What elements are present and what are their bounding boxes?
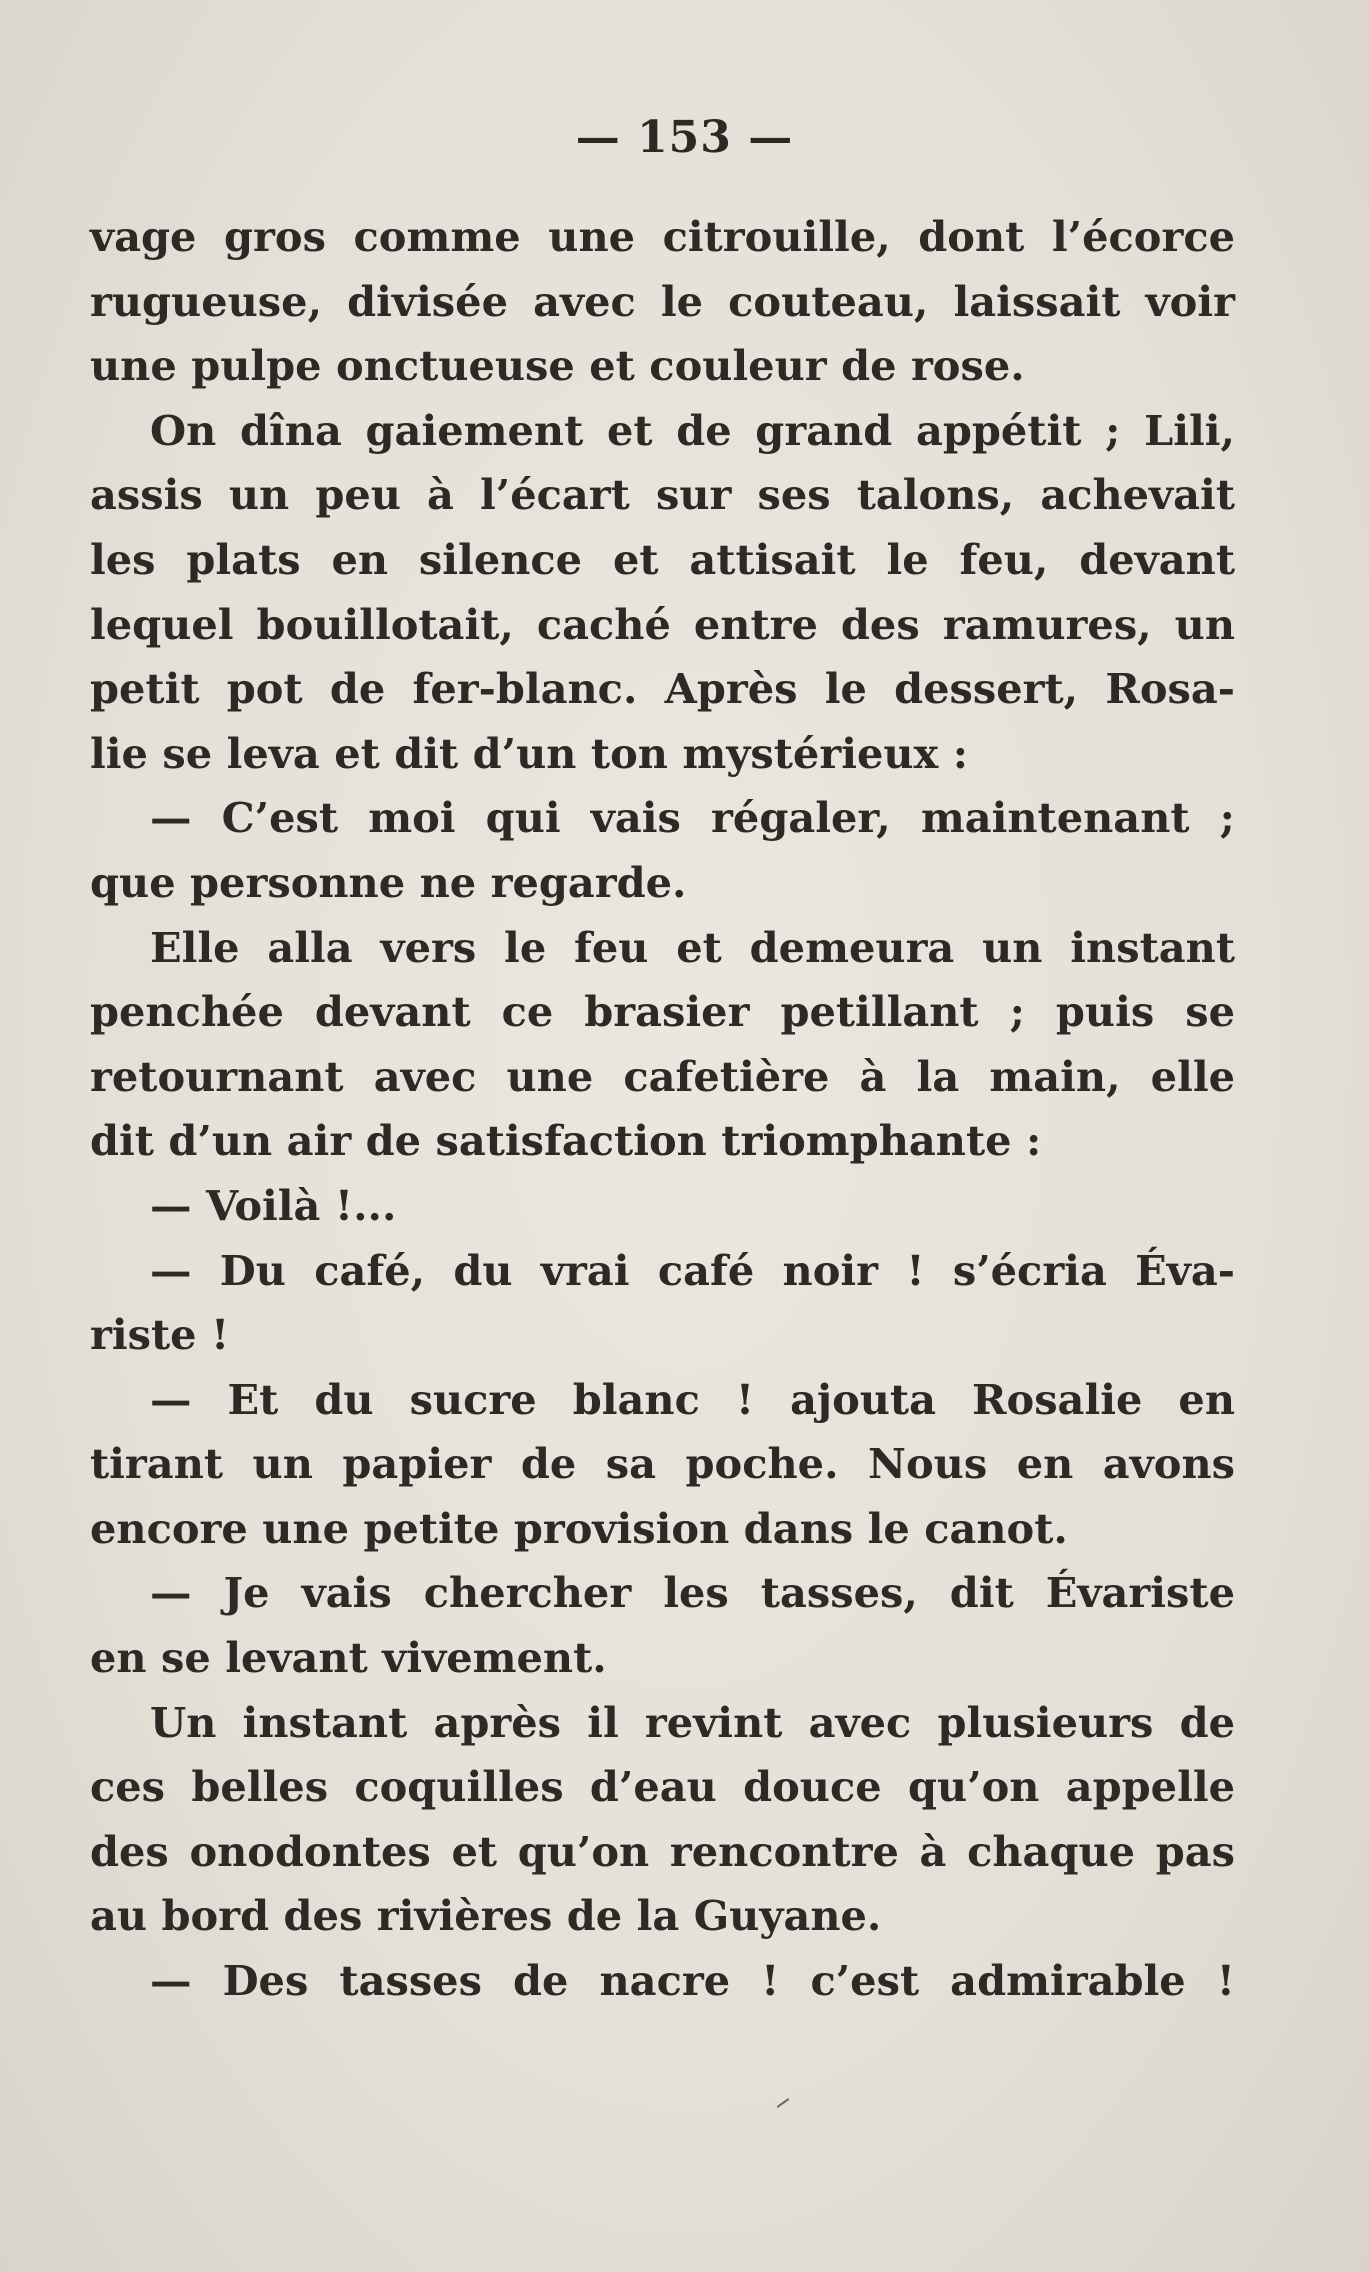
text-line: riste ! — [90, 1310, 230, 1360]
text-line: penchée devant ce brasier petillant ; puis se — [90, 987, 1235, 1037]
page-number: — 153 — — [575, 112, 794, 163]
text-line: ces belles coquilles d’eau douce qu’on appelle — [90, 1762, 1235, 1812]
text-line: — Des tasses de nacre ! c’est admirable ! — [150, 1956, 1235, 2006]
text-line: — Je vais chercher les tasses, dit Évariste — [150, 1568, 1235, 1618]
text-line: lie se leva et dit d’un ton mystérieux : — [90, 728, 969, 778]
text-line: lequel bouillotait, caché entre des ramures, un — [90, 599, 1235, 649]
text-line: rugueuse, divisée avec le couteau, laissait voir — [90, 276, 1235, 326]
text-line: retournant avec une cafetière à la main, elle — [90, 1051, 1235, 1101]
text-line: dit d’un air de satisfaction triomphante : — [90, 1116, 1042, 1166]
text-line: — Voilà !... — [150, 1180, 397, 1230]
page-text — [90, 205, 1235, 2014]
ink-speck — [777, 2098, 790, 2108]
text-line: encore une petite provision dans le canot. — [90, 1503, 1068, 1553]
text-line: une pulpe onctueuse et couleur de rose. — [90, 341, 1025, 391]
text-line: Un instant après il revint avec plusieurs de — [150, 1697, 1235, 1747]
text-line: Elle alla vers le feu et demeura un instant — [150, 922, 1235, 972]
text-line: On dîna gaiement et de grand appétit ; Lili, — [150, 405, 1235, 455]
text-line: vage gros comme une citrouille, dont l’écorce — [90, 212, 1235, 261]
text-line: — C’est moi qui vais régaler, maintenant ; — [150, 793, 1235, 843]
text-line: petit pot de fer-blanc. Après le dessert, Rosa- — [90, 664, 1235, 714]
text-line: au bord des rivières de la Guyane. — [90, 1891, 882, 1941]
text-line: les plats en silence et attisait le feu, devant — [90, 534, 1235, 584]
text-line: que personne ne regarde. — [90, 857, 687, 907]
text-line: — Et du sucre blanc ! ajouta Rosalie en — [150, 1374, 1235, 1424]
text-line: — Du café, du vrai café noir ! s’écria Éva- — [150, 1245, 1235, 1295]
text-line: assis un peu à l’écart sur ses talons, achevait — [90, 470, 1235, 520]
text-line: tirant un papier de sa poche. Nous en avons — [90, 1439, 1235, 1489]
text-line: en se levant vivement. — [90, 1633, 607, 1683]
text-line: des onodontes et qu’on rencontre à chaque pas — [90, 1826, 1235, 1876]
